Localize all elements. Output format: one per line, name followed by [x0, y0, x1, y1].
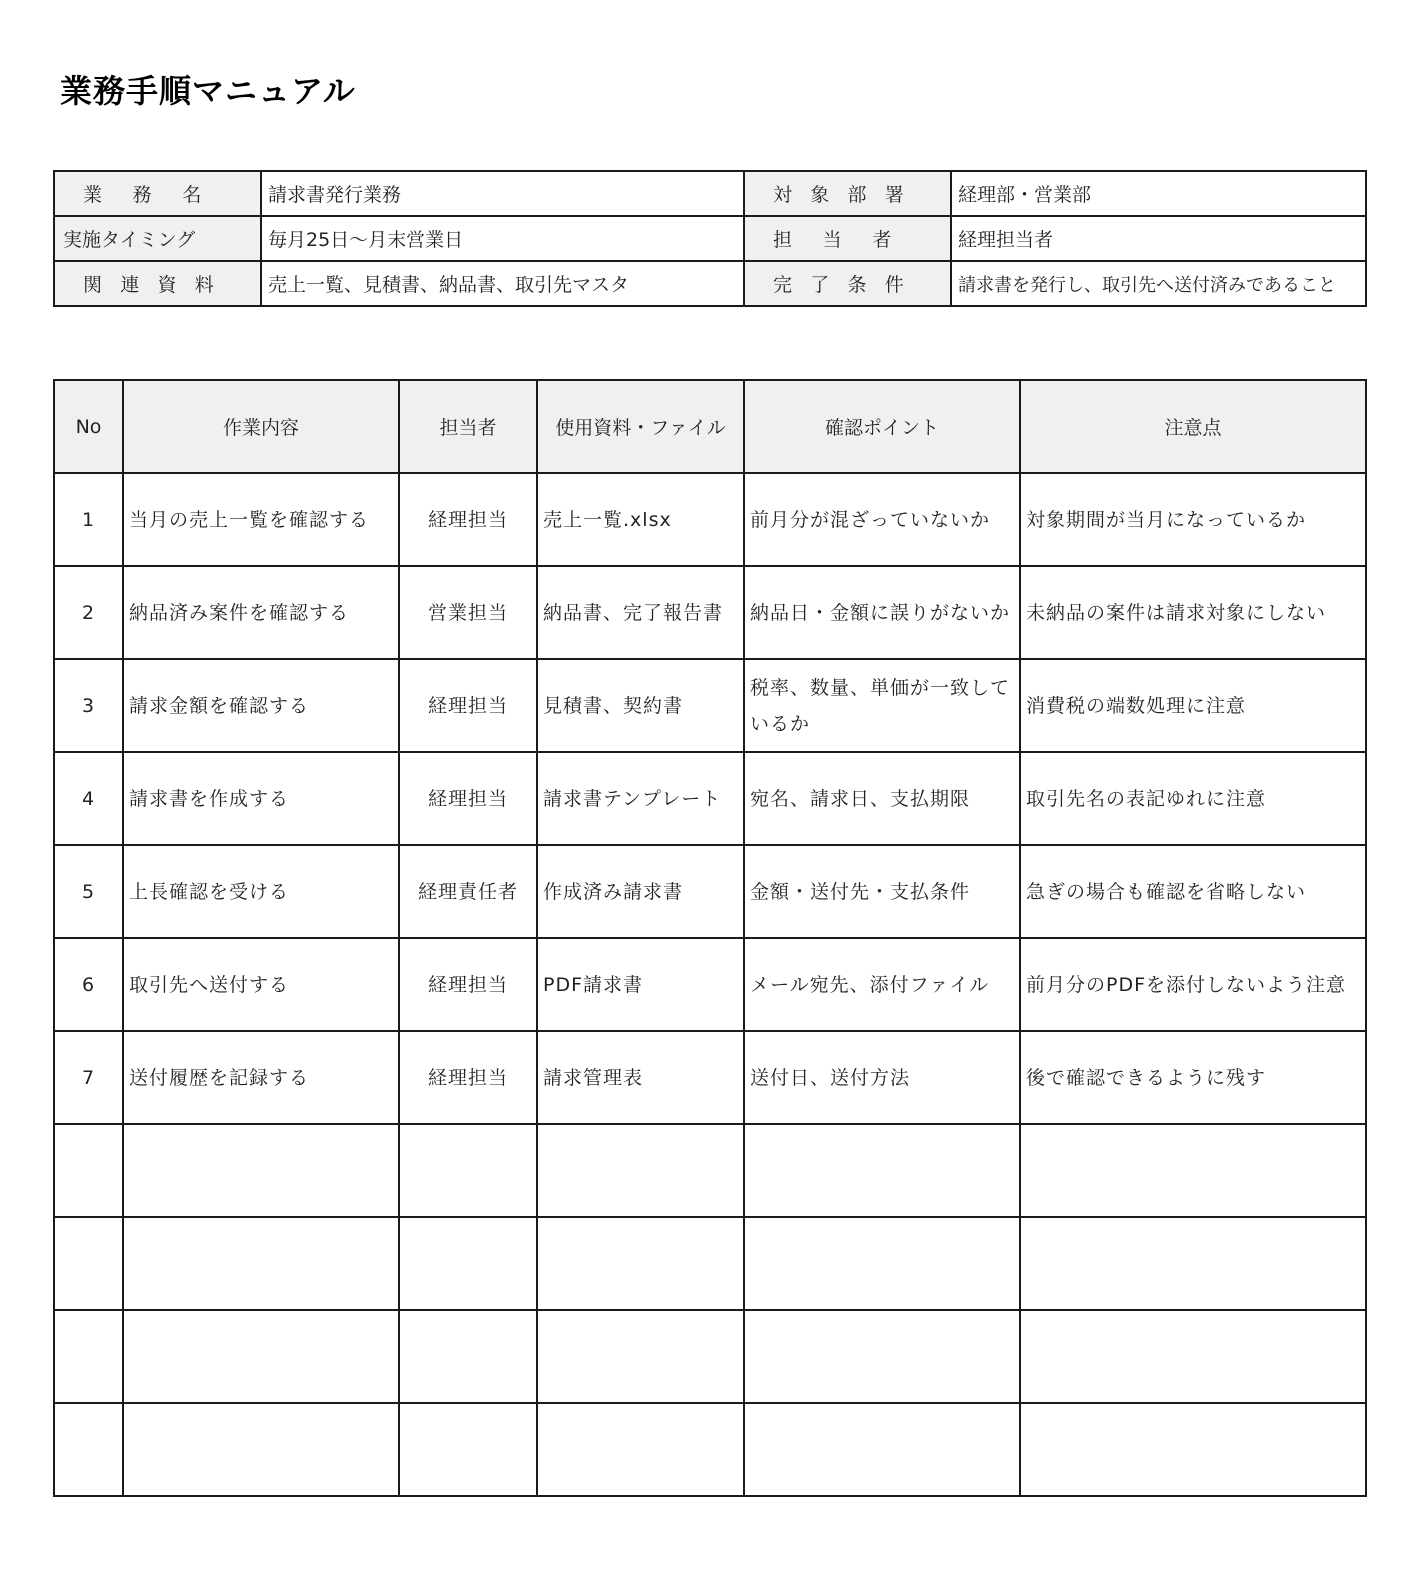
- task-cell: 当月の売上一覧を確認する: [123, 473, 399, 566]
- label-char: 資: [157, 274, 177, 296]
- check-cell: 税率、数量、単価が一致しているか: [744, 659, 1020, 752]
- row-no: 1: [54, 473, 123, 566]
- note-cell: 後で確認できるように残す: [1020, 1031, 1366, 1124]
- header-check: 確認ポイント: [744, 380, 1020, 473]
- check-cell: [744, 1403, 1020, 1496]
- table-row: [54, 845, 1366, 938]
- label-char: 条: [847, 274, 867, 296]
- file-cell: PDF請求書: [537, 938, 744, 1031]
- label-char: 完: [773, 274, 793, 296]
- label-char: 名: [182, 184, 202, 206]
- file-cell: [537, 1310, 744, 1403]
- check-cell: [744, 1217, 1020, 1310]
- completion-condition-value: 請求書を発行し、取引先へ送付済みであること: [951, 261, 1366, 306]
- row-no: [54, 1124, 123, 1217]
- person-cell: 経理担当: [399, 938, 537, 1031]
- related-docs-value: 売上一覧、見積書、納品書、取引先マスタ: [261, 261, 744, 306]
- person-cell: 経理責任者: [399, 845, 537, 938]
- file-cell: 請求管理表: [537, 1031, 744, 1124]
- header-no: No: [54, 380, 123, 473]
- table-row: [54, 566, 1366, 659]
- person-cell: [399, 1217, 537, 1310]
- target-dept-value: 経理部・営業部: [951, 171, 1366, 216]
- table-row: [54, 938, 1366, 1031]
- check-cell: 前月分が混ざっていないか: [744, 473, 1020, 566]
- timing-value: 毎月25日〜月末営業日: [261, 216, 744, 261]
- task-cell: 請求書を作成する: [123, 752, 399, 845]
- label-char: 部: [847, 184, 867, 206]
- row-no: 3: [54, 659, 123, 752]
- file-cell: 見積書、契約書: [537, 659, 744, 752]
- person-cell: 経理担当: [399, 752, 537, 845]
- file-cell: 請求書テンプレート: [537, 752, 744, 845]
- label-char: 務: [132, 184, 152, 206]
- procedure-table: [53, 379, 1367, 1497]
- business-name-value: 請求書発行業務: [261, 171, 744, 216]
- task-cell: 取引先へ送付する: [123, 938, 399, 1031]
- file-cell: [537, 1217, 744, 1310]
- label-char: 実施タイミング: [63, 229, 196, 251]
- check-cell: 宛名、請求日、支払期限: [744, 752, 1020, 845]
- note-cell: 消費税の端数処理に注意: [1020, 659, 1366, 752]
- table-row: [54, 659, 1366, 752]
- note-cell: [1020, 1403, 1366, 1496]
- task-cell: 上長確認を受ける: [123, 845, 399, 938]
- file-cell: [537, 1124, 744, 1217]
- task-cell: [123, 1124, 399, 1217]
- person-cell: 経理担当: [399, 659, 537, 752]
- task-cell: [123, 1310, 399, 1403]
- person-cell: 経理担当: [399, 1031, 537, 1124]
- header-person: 担当者: [399, 380, 537, 473]
- note-cell: 急ぎの場合も確認を省略しない: [1020, 845, 1366, 938]
- person-cell: [399, 1124, 537, 1217]
- table-row: [54, 1310, 1366, 1403]
- label-char: 連: [120, 274, 140, 296]
- label-char: 署: [884, 184, 904, 206]
- file-cell: 売上一覧.xlsx: [537, 473, 744, 566]
- note-cell: [1020, 1124, 1366, 1217]
- target-dept-label: [744, 171, 951, 216]
- task-cell: 送付履歴を記録する: [123, 1031, 399, 1124]
- check-cell: [744, 1124, 1020, 1217]
- file-cell: [537, 1403, 744, 1496]
- file-cell: 作成済み請求書: [537, 845, 744, 938]
- header-note: 注意点: [1020, 380, 1366, 473]
- note-cell: 未納品の案件は請求対象にしない: [1020, 566, 1366, 659]
- table-row: [54, 752, 1366, 845]
- table-header-row: [54, 380, 1366, 473]
- person-cell: 営業担当: [399, 566, 537, 659]
- check-cell: 送付日、送付方法: [744, 1031, 1020, 1124]
- table-row: [54, 473, 1366, 566]
- completion-condition-label: [744, 261, 951, 306]
- task-cell: [123, 1217, 399, 1310]
- label-char: 業: [83, 184, 103, 206]
- label-char: 対: [773, 184, 793, 206]
- label-char: 了: [810, 274, 830, 296]
- file-cell: 納品書、完了報告書: [537, 566, 744, 659]
- check-cell: [744, 1310, 1020, 1403]
- row-no: 7: [54, 1031, 123, 1124]
- info-row: [54, 171, 1366, 216]
- note-cell: 取引先名の表記ゆれに注意: [1020, 752, 1366, 845]
- person-in-charge-value: 経理担当者: [951, 216, 1366, 261]
- person-cell: [399, 1403, 537, 1496]
- row-no: [54, 1310, 123, 1403]
- row-no: [54, 1403, 123, 1496]
- row-no: [54, 1217, 123, 1310]
- table-row: [54, 1031, 1366, 1124]
- check-cell: 納品日・金額に誤りがないか: [744, 566, 1020, 659]
- info-row: [54, 216, 1366, 261]
- label-char: 象: [810, 184, 830, 206]
- person-cell: 経理担当: [399, 473, 537, 566]
- header-file: 使用資料・ファイル: [537, 380, 744, 473]
- row-no: 6: [54, 938, 123, 1031]
- person-cell: [399, 1310, 537, 1403]
- task-cell: [123, 1403, 399, 1496]
- header-task: 作業内容: [123, 380, 399, 473]
- person-in-charge-label: [744, 216, 951, 261]
- info-row: [54, 261, 1366, 306]
- note-cell: [1020, 1310, 1366, 1403]
- table-row: [54, 1124, 1366, 1217]
- label-char: 関: [83, 274, 103, 296]
- info-table: [53, 170, 1367, 307]
- task-cell: 納品済み案件を確認する: [123, 566, 399, 659]
- business-name-label: [54, 171, 261, 216]
- check-cell: メール宛先、添付ファイル: [744, 938, 1020, 1031]
- page-title: 業務手順マニュアル: [60, 72, 356, 110]
- table-row: [54, 1403, 1366, 1496]
- label-char: 担: [773, 229, 793, 251]
- check-cell: 金額・送付先・支払条件: [744, 845, 1020, 938]
- note-cell: 対象期間が当月になっているか: [1020, 473, 1366, 566]
- table-row: [54, 1217, 1366, 1310]
- row-no: 5: [54, 845, 123, 938]
- row-no: 2: [54, 566, 123, 659]
- label-char: 件: [884, 274, 904, 296]
- task-cell: 請求金額を確認する: [123, 659, 399, 752]
- label-char: 者: [872, 229, 892, 251]
- label-char: 当: [822, 229, 842, 251]
- label-char: 料: [194, 274, 214, 296]
- note-cell: [1020, 1217, 1366, 1310]
- related-docs-label: [54, 261, 261, 306]
- timing-label: [54, 216, 261, 261]
- row-no: 4: [54, 752, 123, 845]
- note-cell: 前月分のPDFを添付しないよう注意: [1020, 938, 1366, 1031]
